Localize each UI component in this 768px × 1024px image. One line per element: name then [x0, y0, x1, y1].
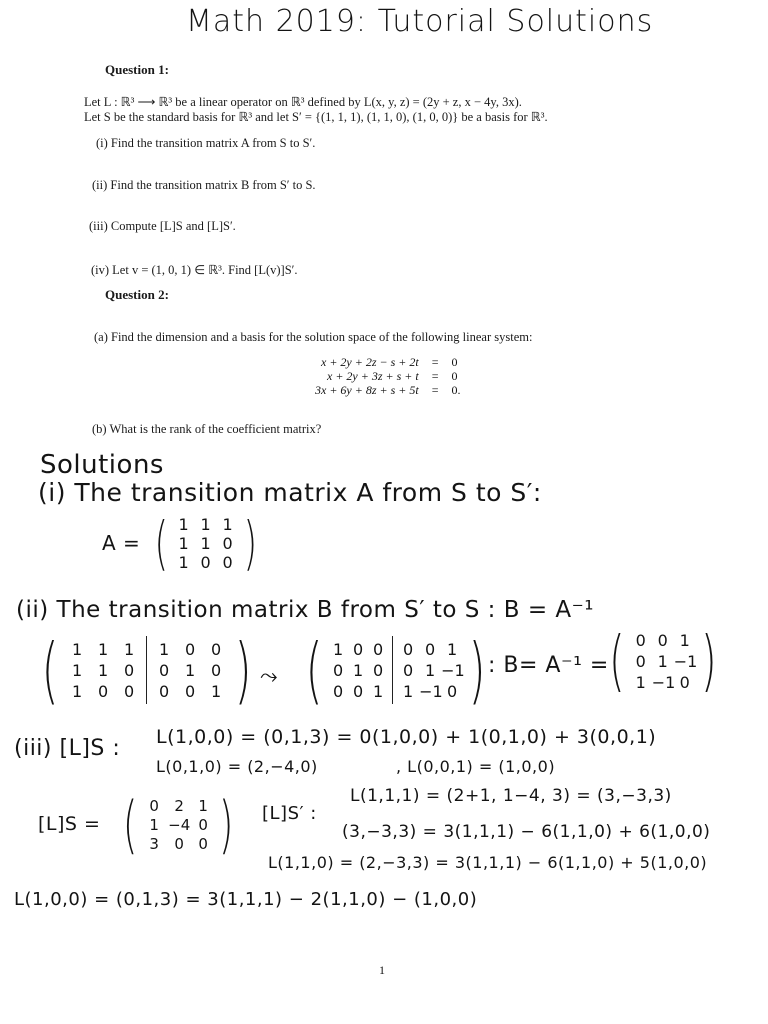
matrix-entry: 1 [403, 681, 414, 701]
matrix-entry: 1 [178, 514, 189, 534]
matrix-a [150, 509, 261, 577]
matrix-grid-left [328, 639, 388, 702]
matrix-entry: 1 [353, 660, 364, 680]
ls-matrix-label: [L]S = [38, 813, 101, 835]
question-1-part-ii: (ii) Find the transition matrix B from S′ to S. [92, 178, 316, 192]
matrix-entry: 0 [403, 639, 414, 659]
question-2-part-b: (b) What is the rank of the coefficient matrix? [92, 422, 322, 436]
left-paren: ( [122, 788, 138, 861]
matrix-entry: 1 [657, 651, 668, 671]
matrix-entry: 1 [98, 639, 109, 659]
solution-iii-label: (iii) [L]S : [14, 736, 121, 761]
matrix-entry: 0 [124, 681, 135, 701]
matrix-entry: 0 [211, 639, 222, 659]
matrix-entry: 1 [635, 672, 646, 692]
matrix-entry: 1 [159, 639, 170, 659]
augmented-matrix [36, 628, 257, 712]
matrix-entry: 1 [200, 533, 211, 553]
matrix-entry: −1 [419, 681, 443, 701]
matrix-entry: 1 [178, 533, 189, 553]
matrix-entry: 1 [373, 681, 384, 701]
matrix-entry: 1 [211, 681, 222, 701]
matrix-entry: 1 [679, 630, 690, 650]
matrix-entry: 0 [635, 651, 646, 671]
equation-row: x + 2y + 3z + s + t = 0 [327, 369, 458, 383]
question-1-line-2: Let S be the standard basis for ℝ³ and let S′ = {(1, 1, 1), (1, 1, 0), (1, 0, 0)} be a basis for ℝ³. [84, 110, 548, 124]
matrix-entry: 0 [222, 533, 233, 553]
matrix-entry: 1 [333, 639, 344, 659]
matrix-entry: 0 [198, 834, 208, 853]
ls-prime-line-1: L(1,1,1) = (2+1, 1−4, 3) = (3,−3,3) [350, 786, 672, 806]
matrix-grid [173, 515, 239, 572]
matrix-entry: 1 [72, 681, 83, 701]
matrix-entry: 1 [425, 660, 436, 680]
matrix-entry: 0 [159, 660, 170, 680]
question-1-line-1: Let L : ℝ³ ⟶ ℝ³ be a linear operator on ℝ³ defined by L(x, y, z) = (2y + z, x − 4y, 3x). [84, 95, 522, 109]
matrix-entry: 0 [98, 681, 109, 701]
matrix-entry: 3 [149, 834, 159, 853]
matrix-entry: 0 [185, 639, 196, 659]
left-paren: ( [154, 509, 169, 577]
matrix-entry: 0 [657, 630, 668, 650]
matrix-entry: 2 [174, 796, 184, 815]
matrix-entry: 0 [124, 660, 135, 680]
solutions-heading: Solutions [40, 450, 164, 480]
matrix-grid-right [151, 639, 229, 702]
equation-row: 3x + 6y + 8z + s + 5t = 0. [315, 383, 461, 397]
matrix-entry: 1 [185, 660, 196, 680]
matrix-entry: 1 [149, 815, 159, 834]
matrix-entry: 0 [635, 630, 646, 650]
matrix-entry: 0 [425, 639, 436, 659]
ls-prime-line-2: (3,−3,3) = 3(1,1,1) − 6(1,1,0) + 6(1,0,0) [342, 822, 711, 842]
matrix-entry: −1 [673, 651, 698, 671]
question-2-part-a: (a) Find the dimension and a basis for the solution space of the following linear system: [94, 330, 533, 344]
right-paren: ) [468, 628, 486, 712]
ls-prime-line-4: L(1,0,0) = (0,1,3) = 3(1,1,1) − 2(1,1,0) − (1,0,0) [14, 889, 478, 910]
matrix-entry: 0 [373, 660, 384, 680]
matrix-entry: 0 [159, 681, 170, 701]
right-paren: ) [219, 788, 234, 861]
solution-iii-line-2a: L(0,1,0) = (2,−4,0) [156, 757, 318, 776]
solution-iii-line-2b: , L(0,0,1) = (1,0,0) [396, 757, 556, 776]
ls-prime-line-3: L(1,1,0) = (2,−3,3) = 3(1,1,1) − 6(1,1,0) + 5(1,0,0) [268, 853, 708, 872]
matrix-entry: 0 [185, 681, 196, 701]
matrix-entry: 0 [333, 660, 344, 680]
left-paren: ( [305, 628, 323, 712]
reduced-matrix [300, 628, 491, 712]
matrix-entry: 0 [174, 834, 184, 853]
matrix-entry: 1 [200, 514, 211, 534]
question-1-part-i: (i) Find the transition matrix A from S to S′. [96, 136, 316, 150]
augment-bar [146, 636, 147, 704]
matrix-entry: 1 [72, 660, 83, 680]
question-1-heading: Question 1: [105, 62, 169, 77]
matrix-grid-left [64, 639, 142, 702]
matrix-grid [630, 630, 696, 693]
matrix-entry: 1 [72, 639, 83, 659]
matrix-entry: 1 [222, 514, 233, 534]
matrix-entry: 0 [353, 639, 364, 659]
matrix-entry: 0 [333, 681, 344, 701]
matrix-entry: 0 [447, 681, 458, 701]
row-reduce-arrow: ⤳ [260, 664, 279, 689]
matrix-entry: 0 [222, 552, 233, 572]
matrix-b [604, 622, 722, 699]
matrix-grid [142, 797, 214, 854]
right-paren: ) [700, 622, 717, 699]
matrix-entry: −4 [168, 815, 191, 834]
page-number: 1 [379, 963, 385, 977]
solution-ii-text: (ii) The transition matrix B from S′ to S : B = A⁻¹ [16, 597, 594, 623]
matrix-entry: 1 [178, 552, 189, 572]
matrix-entry: 0 [679, 672, 690, 692]
matrix-entry: 0 [211, 660, 222, 680]
question-2-heading: Question 2: [105, 287, 169, 302]
right-paren: ) [243, 509, 257, 577]
matrix-entry: 1 [124, 639, 135, 659]
matrix-entry: −1 [651, 672, 676, 692]
solution-iii-line-1: L(1,0,0) = (0,1,3) = 0(1,0,0) + 1(0,1,0) + 3(0,0,1) [156, 726, 657, 748]
matrix-entry: 0 [403, 660, 414, 680]
left-paren: ( [609, 622, 625, 699]
page-title: Math 2019: Tutorial Solutions [186, 4, 654, 39]
matrix-entry: 0 [149, 796, 159, 815]
matrix-entry: −1 [441, 660, 465, 680]
question-1-part-iv: (iv) Let v = (1, 0, 1) ∈ ℝ³. Find [L(v)]S′. [91, 263, 298, 277]
matrix-entry: 0 [198, 815, 208, 834]
left-paren: ( [41, 628, 59, 712]
matrix-grid-right [397, 639, 463, 702]
matrix-entry: 1 [198, 796, 208, 815]
matrix-entry: 1 [447, 639, 458, 659]
matrix-entry: 0 [373, 639, 384, 659]
augment-bar [392, 636, 393, 704]
matrix-l-s [118, 788, 238, 861]
matrix-a-label: A = [102, 531, 141, 555]
right-paren: ) [234, 628, 252, 712]
matrix-entry: 0 [353, 681, 364, 701]
linear-system [312, 355, 464, 397]
matrix-entry: 1 [98, 660, 109, 680]
ls-prime-label: [L]S′ : [262, 803, 317, 824]
b-equals-label: : B= A⁻¹ = [488, 653, 609, 678]
equation-row: x + 2y + 2z − s + 2t = 0 [321, 355, 458, 369]
solution-i-text: (i) The transition matrix A from S to S′: [38, 478, 542, 507]
question-1-part-iii: (iii) Compute [L]S and [L]S′. [89, 219, 236, 233]
matrix-entry: 0 [200, 552, 211, 572]
